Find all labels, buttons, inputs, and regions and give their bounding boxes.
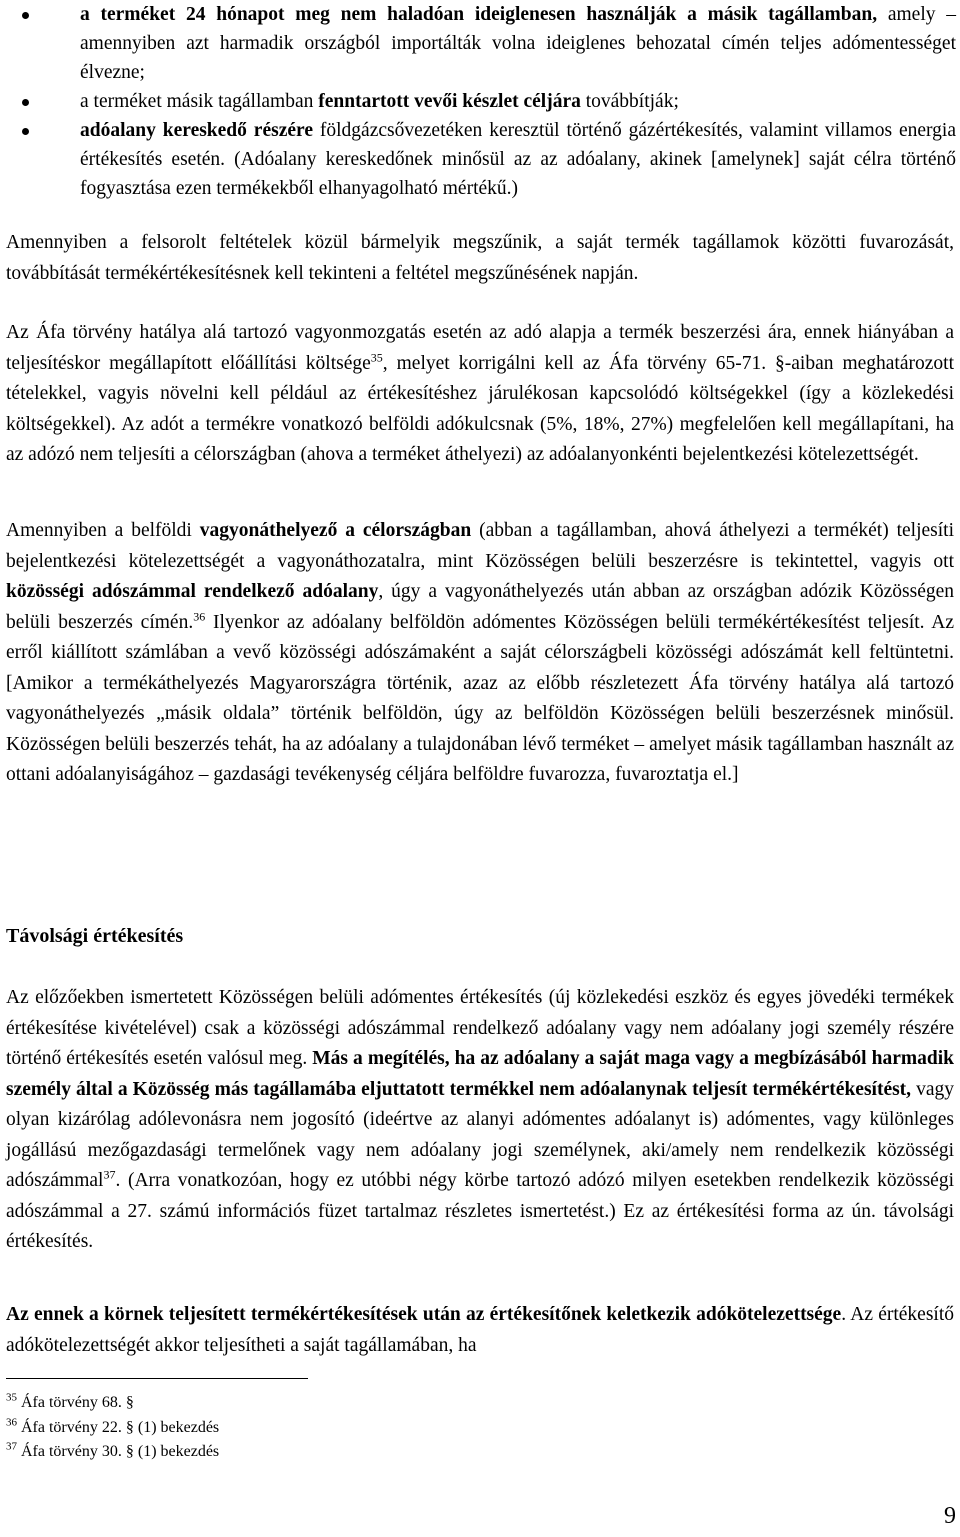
text-segment: Az ennek a körnek teljesített termékértékesítések után az értékesítőnek keletkezik adókötelezettsége (6, 1304, 842, 1325)
text-segment: amely – amennyiben azt harmadik országból importálták volna ideiglenes behozatal címén teljes adómentességet élvezne; (80, 4, 956, 83)
text-segment: a terméket másik tagállamban (80, 91, 319, 112)
text-segment: Ilyenkor az adóalany belföldön adómentes Közösségen belüli termékértékesítést teljesít. Az erről kiállított számlában a vevő közösségi adószámaként a saját célországbeli közösségi adószámát kell feltüntetni. [Amikor a termékáthelyezés Magyarországra történik, azaz az előbb részletezett Áfa törvény hatálya alá tartozó vagyonáthelyezés „másik oldala” történik belföldön, úgy az belföldön Közösségen belüli beszerzésnek minősül. Közösségen belüli beszerzés tehát, ha az adóalany a tulajdonában lévő terméket – amelyet másik tagállamban használt az ottani adóalanyiságához – gazdasági tevékenység céljára belföldre fuvarozza, fuvaroztatja el.] (6, 611, 955, 785)
footnote-item: $^{36}$ Áfa törvény 22. § (1) bekezdés (6, 1416, 220, 1436)
footnote-item: $^{37}$ Áfa törvény 30. § (1) bekezdés (6, 1440, 220, 1460)
text-segment: . (Arra vonatkozóan, hogy ez utóbbi négy körbe tartozó adózó milyen esetekben rendelkezik közösségi adószámmal a 27. számú információs füzet tartalmaz részletes ismertetést.) Ez az értékesítési forma az ún. távolsági értékesítés. (6, 1170, 954, 1252)
text-segment: a terméket 24 hónapot meg nem haladóan ideiglenesen használják a másik tagállamban, (80, 4, 878, 25)
text-segment: (abban a tagállamban, ahová áthelyezi a termékét) teljesíti bejelentkezési kötelezettségét a vagyonáthozatalra, mint Közösségen belüli beszerzésre is tekintettel, vagyis ott (6, 520, 954, 572)
text-segment: Az előzőekben ismertetett Közösségen belüli adómentes értékesítés (új közlekedési eszköz és egyes jövedéki termékek értékesítése kivételével) csak a közösségi adószámmal rendelkező adóalany vagy nem adóalany jogi személy részére történő értékesítés esetén valósul meg. (6, 987, 954, 1069)
footnote-ref: 35 (370, 350, 383, 364)
footnote-ref: 36 (193, 609, 206, 623)
bullet-dot-icon (22, 128, 29, 135)
bullet-list (6, 0, 956, 203)
text-segment: Az Áfa törvény hatálya alá tartozó vagyonmozgatás esetén az adó alapja a termék beszerzési ára, ennek hiányában a teljesítéskor megállapított előállítási költsége (6, 322, 954, 374)
paragraph-ado-alapja (6, 318, 954, 471)
text-segment: közösségi adószámmal rendelkező adóalany (6, 581, 379, 602)
bullet-dot-icon (22, 12, 29, 19)
text-segment: földgázcsővezetéken keresztül történő gázértékesítés, valamint villamos energia értékesítés esetén. (Adóalany kereskedőnek minősül az az adóalany, akinek [amelynek] saját célra történő fogyasztása ezen termékekből elhanyagolható mértékű.) (80, 120, 956, 199)
text-segment: . Az értékesítő adókötelezettségét akkor teljesítheti a saját tagállamában, ha (6, 1304, 954, 1356)
bullet-item (6, 116, 956, 203)
text-segment: adóalany kereskedő részére (80, 120, 313, 141)
paragraph-adokotelezettseg (6, 1300, 954, 1361)
paragraph-tavolsagi-ertekesites (6, 983, 954, 1258)
text-segment: Amennyiben a belföldi (6, 520, 200, 541)
paragraph-feltetel-megszunes (6, 228, 954, 289)
text-segment: vagy olyan kizárólag adólevonásra nem jogosító (ideértve az alanyi adómentes adóalanyt is) adómentes, vagy különleges jogállású mezőgazdasági termelőnek vagy nem adóalany jogi személynek, aki/amely nem rendelkezik közösségi adószámmal (6, 1078, 955, 1191)
footnote-ref: 37 (103, 1167, 116, 1182)
text-segment: vagyonáthelyező a célországban (199, 520, 472, 541)
page-number: 9 (944, 1503, 956, 1529)
footnotes (6, 1391, 606, 1465)
text-segment: , úgy a vagyonáthelyezés után abban az országban adózik Közösségen belüli beszerzés címén. (6, 581, 954, 633)
text-segment: Amennyiben a felsorolt feltételek közül bármelyik megszűnik, a saját termék tagállamok közötti fuvarozását, továbbítását termékértékesítésnek kell tekinteni a feltétel megszűnésének napján. (6, 232, 954, 284)
section-heading: Távolsági értékesítés (6, 925, 184, 947)
bullet-item (6, 87, 956, 116)
footnote-separator (6, 1378, 308, 1379)
bullet-item (6, 0, 956, 87)
paragraph-vagyonathelyezo (6, 516, 954, 791)
footnote-item: $^{35}$ Áfa törvény 68. § (6, 1391, 134, 1411)
text-segment: továbbítják; (580, 91, 679, 112)
text-segment: fenntartott vevői készlet céljára (318, 91, 581, 112)
text-segment: , melyet korrigálni kell az Áfa törvény 65-71. §-aiban meghatározott tételekkel, vagyis növelni kell például az értékesítéshez járulékosan kapcsolódó költségekkel (így a közlekedési költségekkel). Az adót a termékre vonatkozó belföldi adókulcsnak (5%, 18%, 27%) megfelelően kell megállapítani, ha az adózó nem teljesíti a célországban (ahova a terméket áthelyezi) az adóalanyonkénti bejelentkezési kötelezettségét. (6, 352, 954, 465)
text-segment: Más a megítélés, ha az adóalany a saját maga vagy a megbízásából harmadik személy által a Közösség más tagállamába eljuttatott termékkel nem adóalanynak teljesít termékértékesítést, (6, 1048, 954, 1100)
bullet-dot-icon (22, 99, 29, 106)
